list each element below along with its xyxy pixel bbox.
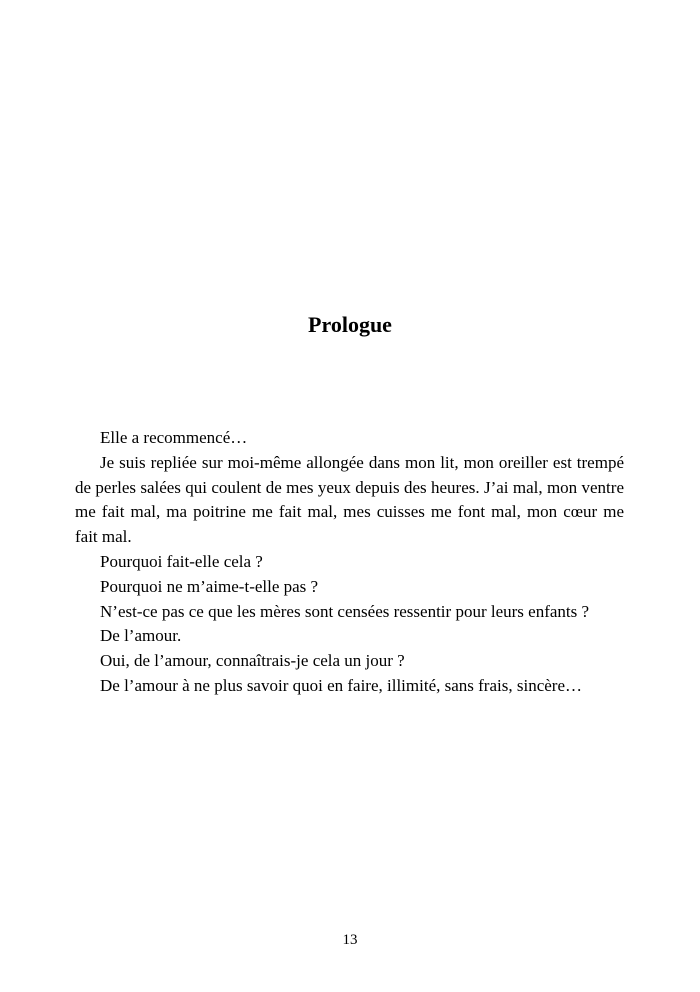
paragraph: Elle a recommencé… xyxy=(100,428,248,447)
paragraph: N’est-ce pas ce que les mères sont censées ressentir pour leurs enfants ? xyxy=(100,601,590,621)
paragraph: Je suis repliée sur moi-même allongée dans mon lit, mon oreiller est trempé de perles salées qui coulent de mes yeux depuis des heures. J’ai mal, mon ventre me fait mal, ma poitrine me fait mal, mes cuisses me font mal, mon cœur me fait mal. xyxy=(75,452,624,547)
paragraph: De l’amour à ne plus savoir quoi en faire, illimité, sans frais, sincère… xyxy=(100,675,582,695)
page-number: 13 xyxy=(342,932,358,948)
paragraph: Pourquoi ne m’aime-t-elle pas ? xyxy=(100,576,319,596)
paragraph: De l’amour. xyxy=(100,626,182,646)
chapter-title: Prologue xyxy=(308,312,392,337)
paragraph: Pourquoi fait-elle cela ? xyxy=(100,551,263,571)
paragraph: Oui, de l’amour, connaîtrais-je cela un jour ? xyxy=(100,651,405,671)
chapter-body xyxy=(75,426,624,699)
